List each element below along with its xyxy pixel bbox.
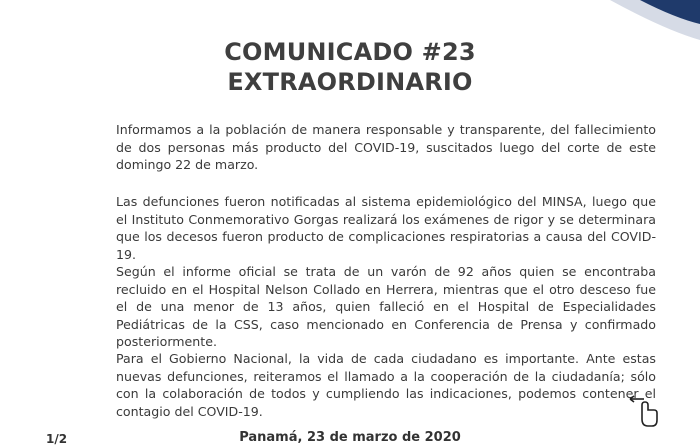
- page-number: 1/2: [46, 432, 68, 446]
- paragraph-3: Según el informe oficial se trata de un varón de 92 años quien se encontraba recluido en el Hospital Nelson Collado en Herrera, mientras que el otro desceso fue el de una menor de 13 años, quien falleció en el Hospital de Especialidades Pediátricas de la CSS, caso mencionado en Conferencia de Prensa y confirmado posteriormente.: [116, 264, 656, 350]
- paragraph-2: Las defunciones fueron notificadas al sistema epidemiológico del MINSA, luego que el Instituto Conmemorativo Gorgas realizará los exámenes de rigor y se determinara que los decesos fueron producto de complicaciones respiratorias a causa del COVID-19.: [116, 194, 656, 262]
- swipe-hand-icon[interactable]: [628, 393, 660, 429]
- paragraph-1: Informamos a la población de manera responsable y transparente, del fallecimiento de dos personas más producto del COVID-19, suscitados luego del corte de este domingo 22 de marzo.: [116, 122, 656, 173]
- footer-place-date: Panamá, 23 de marzo de 2020: [239, 430, 461, 445]
- document-title: COMUNICADO #23: [224, 38, 476, 66]
- paragraph-4: Para el Gobierno Nacional, la vida de cada ciudadano es importante. Ante estas nuevas defunciones, reiteramos el llamado a la cooperación de la ciudadanía; sólo con la colaboración de todos y cumpliendo las indicaciones, podemos contener el contagio del COVID-19.: [116, 351, 656, 419]
- document-subtitle: EXTRAORDINARIO: [227, 68, 473, 96]
